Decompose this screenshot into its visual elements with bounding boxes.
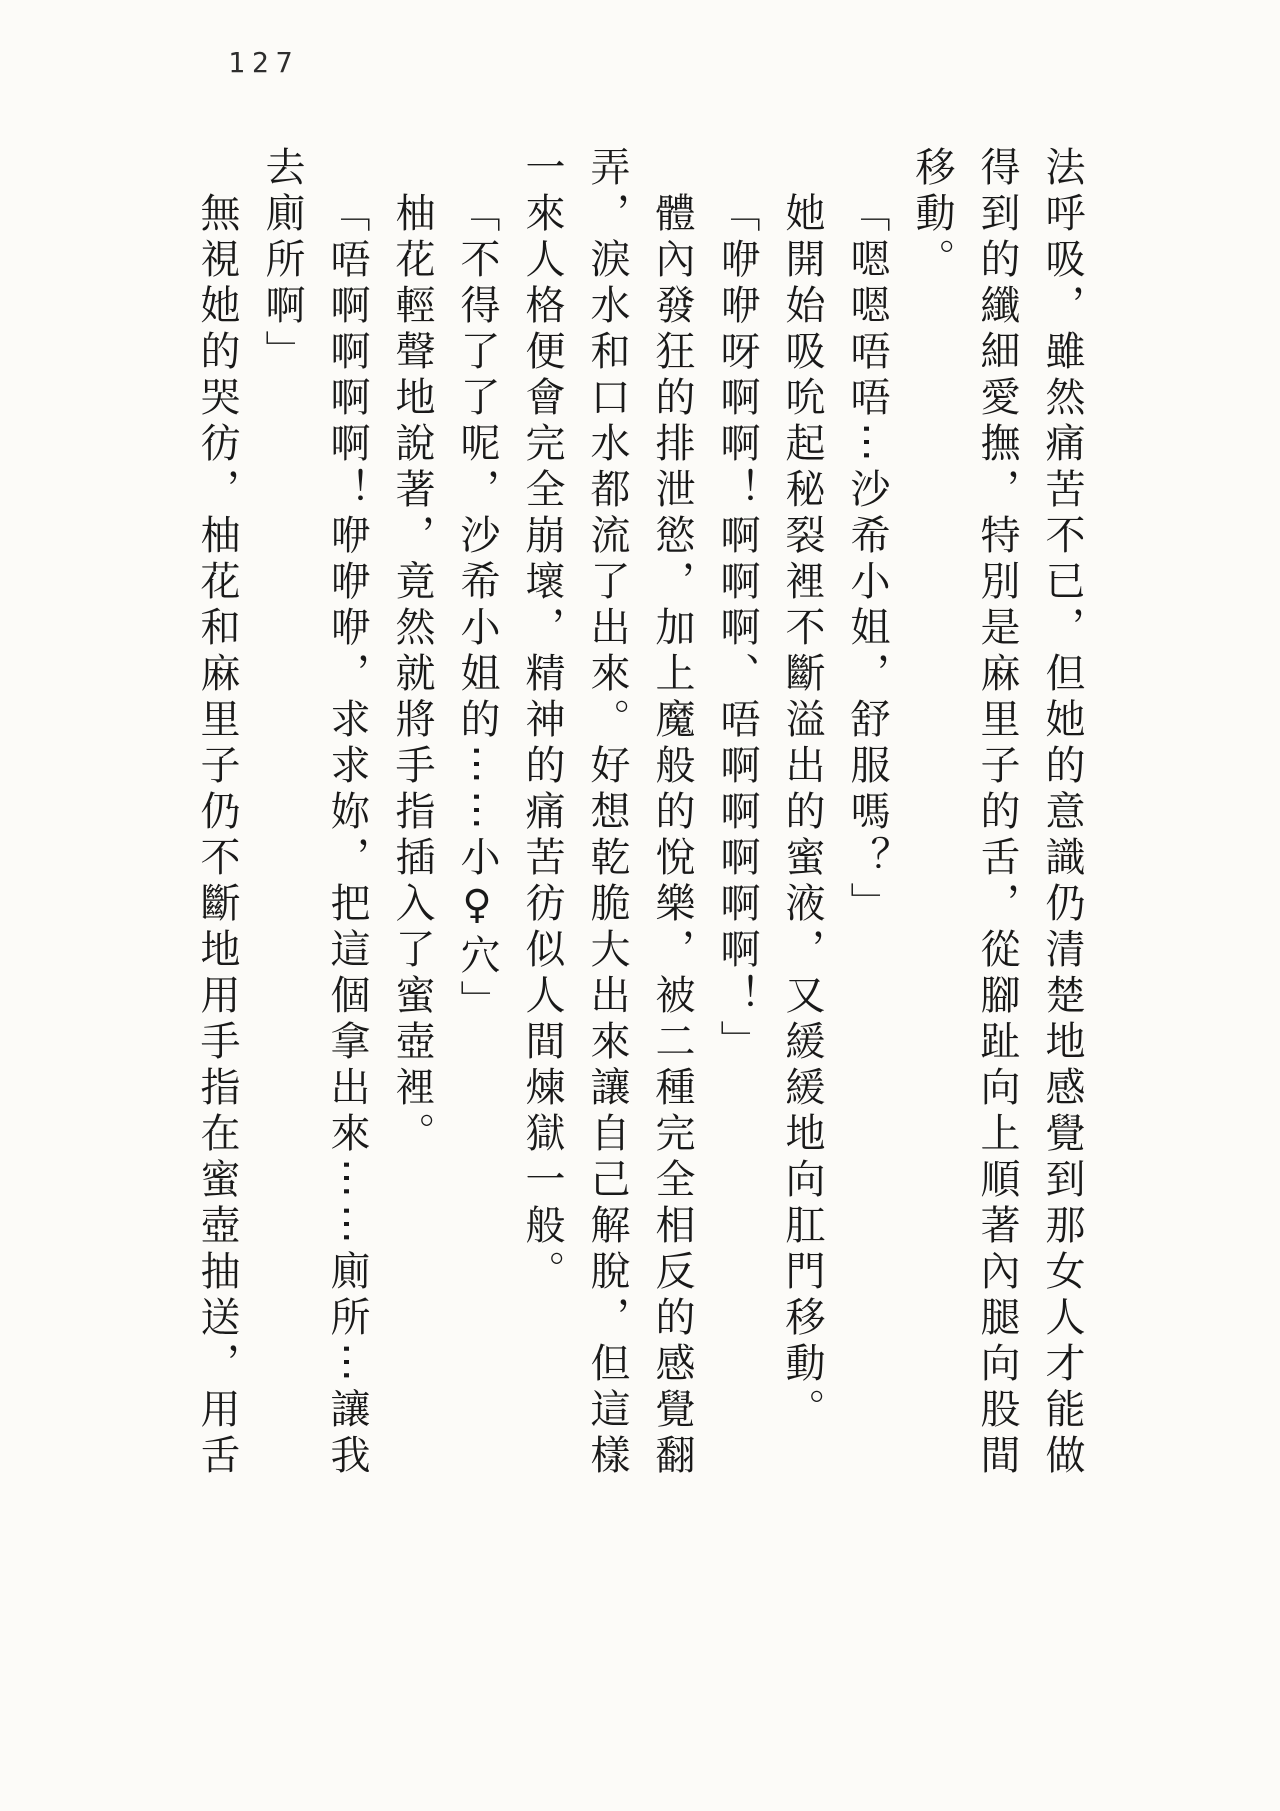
vertical-text-block (184, 146, 1094, 1486)
paragraph: 無視她的哭彷，柚花和麻里子仍不斷地用手指在蜜壺抽送，用舌 (194, 192, 240, 1480)
paragraph: 法呼吸，雖然痛苦不已，但她的意識仍清楚地感覺到那女人才能做得到的纖細愛撫，特別是麻里子的舌，從腳趾向上順著內腿向股間移動。 (909, 146, 1085, 1480)
page-number: 127 (228, 46, 300, 79)
paragraph-dialogue: 「不得了了呢，沙希小姐的⋯⋯小♀穴」 (454, 192, 500, 1026)
paragraph-dialogue: 「嗯嗯唔唔⋯沙希小姐，舒服嗎？」 (844, 192, 890, 928)
paragraph: 她開始吸吮起秘裂裡不斷溢出的蜜液，又緩緩地向肛門移動。 (779, 192, 825, 1434)
paragraph-dialogue: 「唔啊啊啊啊！咿咿咿，求求妳，把這個拿出來⋯⋯廁所⋯讓我去廁所啊」 (259, 146, 370, 1480)
paragraph-dialogue: 「咿咿呀啊啊！啊啊啊、唔啊啊啊啊啊！」 (714, 192, 760, 1066)
paragraph: 柚花輕聲地說著，竟然就將手指插入了蜜壺裡。 (389, 192, 435, 1158)
paragraph: 體內發狂的排泄慾，加上魔般的悅樂，被二種完全相反的感覺翻弄，淚水和口水都流了出來。好想乾脆大出來讓自己解脫，但這樣一來人格便會完全崩壞，精神的痛苦彷似人間煉獄一般。 (519, 146, 695, 1480)
